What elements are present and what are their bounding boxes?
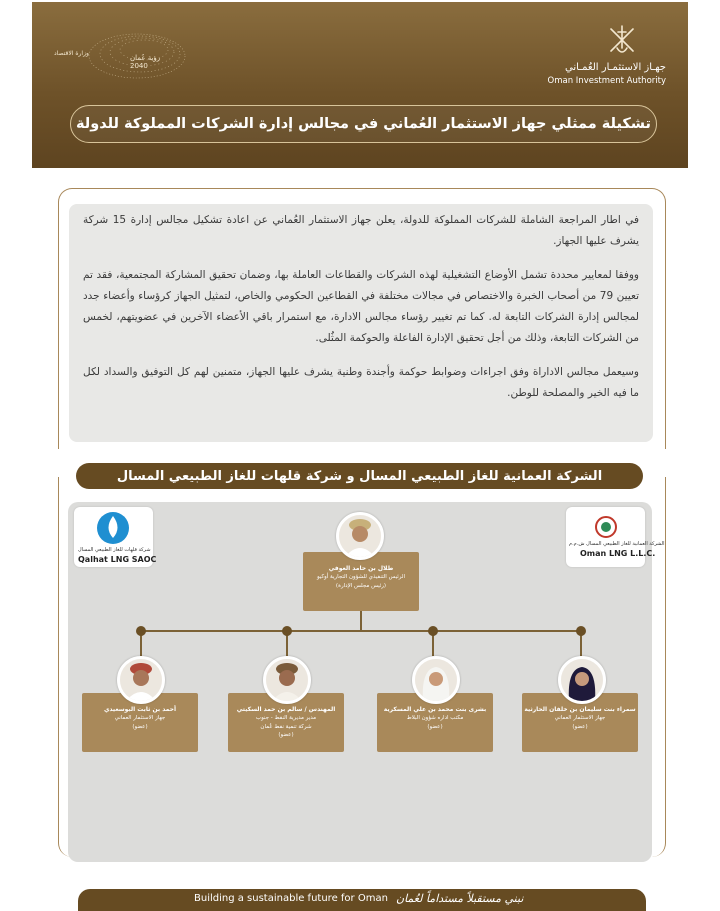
page-title: تشكيلة ممثلي جهاز الاستثمار العُماني في مجالس إدارة الشركات المملوكة للدولة [75, 116, 651, 132]
member-title: مدير مديرية النفط - جنوب [255, 715, 317, 721]
oman-lng-name-en: Oman LNG L.L.C. [580, 549, 656, 558]
connector-dot [576, 626, 586, 636]
member-title: جهاز الاستثمار العماني [554, 715, 606, 721]
qalhat-name-en: Qalhat LNG SAOC [78, 555, 157, 564]
member-photo [412, 656, 460, 704]
qalhat-drop-icon [94, 510, 132, 546]
member-title: مكتب اداره شؤون البلاط [406, 715, 464, 721]
footer-slogan-ar: نبني مستقبلاً مستداماً لعُمان [396, 892, 524, 905]
intro-panel [69, 204, 653, 442]
member-photo [558, 656, 606, 704]
member-role: (عضو) [572, 723, 588, 730]
member-role: (عضو) [427, 723, 443, 730]
member-name: المهندس / سالم بن حمد السكيتي [236, 706, 336, 713]
connector-line [140, 630, 581, 632]
member-role: (عضو) [132, 723, 148, 730]
member-photo [117, 656, 165, 704]
vision-label: رؤية عُمان 2040 [130, 54, 161, 70]
member-name: سمراء بنت سليمان بن خلفان الحارثية [524, 706, 636, 713]
member-photo [263, 656, 311, 704]
intro-paragraph: في اطار المراجعة الشاملة للشركات المملوكة للدولة، يعلن جهاز الاستثمار العُماني عن اعادة تشكيل مجالس إدارة 15 شركة يشرف عليها الجهاز. [83, 214, 640, 247]
authority-name-ar: جهـاز الاستثمـار العُمـاني [565, 62, 666, 73]
connector-dot [136, 626, 146, 636]
member-name: طلال بن حامد العوفي [328, 565, 394, 572]
oman-lng-emblem-icon [594, 515, 618, 539]
qalhat-name-ar: شركة قلهات للغاز الطبيعي المسال [78, 547, 151, 553]
connector-line [360, 611, 362, 630]
oman-lng-logo [566, 507, 665, 567]
member-title: جهاز الاستثمار العماني [114, 715, 166, 721]
footer-slogan-en: Building a sustainable future for Oman [194, 893, 388, 904]
khanjar-emblem-icon [604, 22, 640, 58]
qalhat-lng-logo [74, 507, 157, 567]
intro-paragraph: وسيعمل مجالس الاداراة وفق اجراءات وضوابط حوكمة وأجندة وطنية يشرف عليها الجهاز، متمنين لهم كل التوفيق والسداد لكل ما فيه الخير والمصلحة للوطن. [83, 366, 639, 399]
member-role: (عضو) [278, 732, 294, 738]
chair-card [303, 552, 419, 611]
header-banner [32, 2, 688, 168]
intro-paragraph: ووفقا لمعايير محددة تشمل الأوضاع التشغيلية لهذه الشركات والقطاعات العاملة بها، وضمان تحقيق المشاركة المجتمعية، فقد تم تعيين 79 من أصحاب الخبرة والاختصاص في مجالات مختلفة في القطاعين الحكومي والخاص، لتمثيل الجهاز كرؤساء وأعضاء جدد لمجالس إدارة الشركات التابعة له. كما تم تغيير رؤساء مجالس الادارة، مع استمرار باقي الأعضاء الآخرين في عضويتهم، لخمس من الشركات التابعة، وذلك من أجل تحقيق الإدارة الفاعلة والحوكمة المثُلى. [83, 269, 639, 344]
ministry-label: وزارة الاقتصاد [54, 50, 89, 57]
member-title: الرئيس التنفيذي للشؤون التجارية أوكيو [316, 574, 406, 580]
oman-lng-name-ar: الشركة العمانية للغاز الطبيعي المسال ش.م.م [569, 541, 665, 547]
member-name: بشرى بنت محمد بن علي المسكرية [383, 706, 487, 713]
chair-photo [336, 512, 384, 560]
page-title-pill [70, 105, 657, 143]
section-title: الشركة العمانية للغاز الطبيعي المسال و شركة قلهات للغاز الطبيعي المسال [116, 468, 603, 484]
member-role: (رئيس مجلس الإدارة) [335, 582, 387, 589]
connector-dot [282, 626, 292, 636]
authority-name-en: Oman Investment Authority [547, 76, 666, 86]
member-org: شركة تنمية نفط عُمان [260, 723, 312, 730]
section-title-pill [76, 463, 643, 489]
vision-2040-logo [54, 50, 174, 80]
member-name: أحمد بن ثابت البوسعيدي [103, 706, 177, 713]
connector-dot [428, 626, 438, 636]
